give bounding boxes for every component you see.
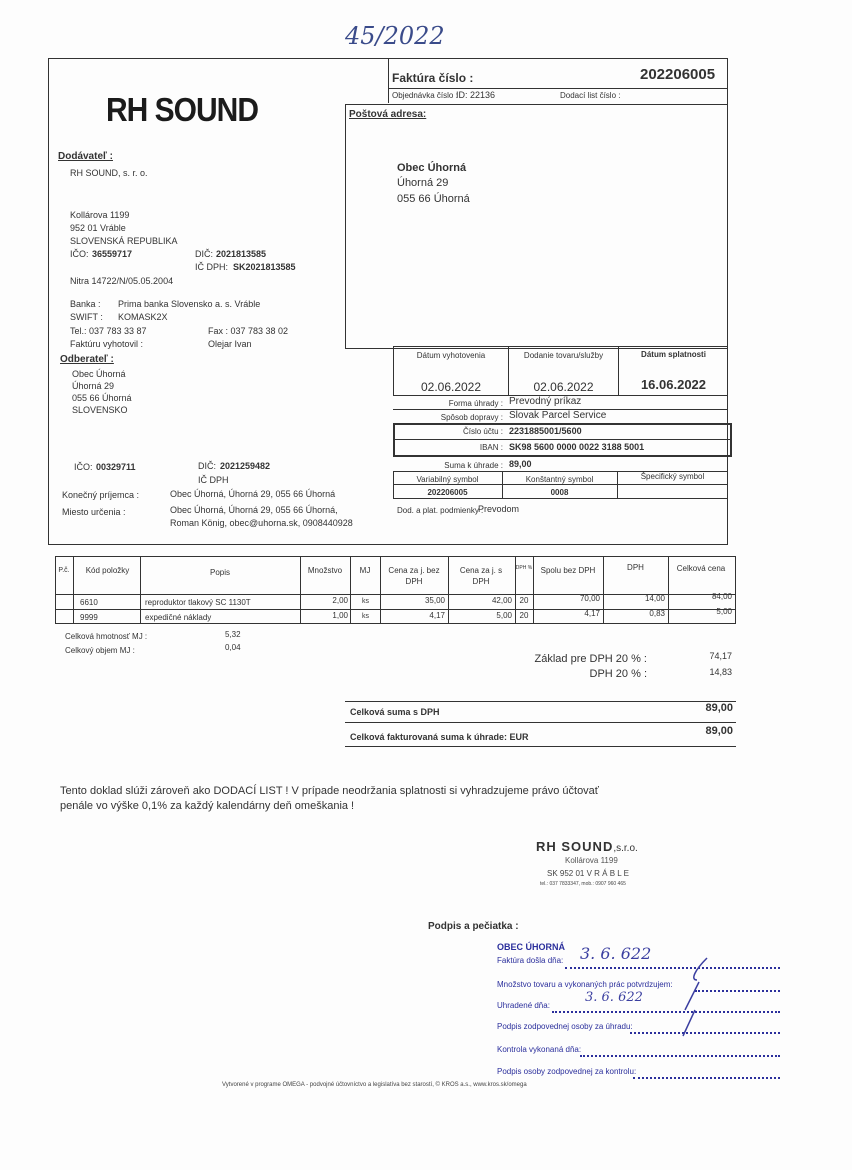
supplier-country: SLOVENSKÁ REPUBLIKA <box>70 236 178 246</box>
swift-label: SWIFT : <box>70 312 103 322</box>
supplier-ico-label: IČO: <box>70 249 89 259</box>
shipping-label: Spôsob dopravy : <box>440 413 503 422</box>
customer-label: Odberateľ : <box>60 354 114 365</box>
iban: SK98 5600 0000 0022 3188 5001 <box>509 442 645 452</box>
destination-label: Miesto určenia : <box>62 507 126 517</box>
footer-text: Vytvorené v programe OMEGA - podvojné účtovníctvo a legislatíva bez starostí, © KROS a.s., www.kros.sk/omega <box>222 1082 527 1088</box>
account-label: Číslo účtu : <box>462 427 503 436</box>
customer-ico-label: IČO: <box>74 462 93 472</box>
destination-line2: Roman König, obec@uhorna.sk, 0908440928 <box>170 518 353 528</box>
header-unit: MJ <box>359 566 371 575</box>
invoice-title-label: Faktúra číslo : <box>392 71 474 85</box>
volume-label: Celkový objem MJ : <box>65 646 135 655</box>
payment-method: Prevodný príkaz <box>509 396 582 407</box>
supplier-dic: 2021813585 <box>216 249 267 259</box>
vat-amount: 14,83 <box>709 667 732 677</box>
issue-date-label: Dátum vyhotovenia <box>416 351 486 360</box>
row1-price: 35,00 <box>424 596 445 605</box>
constant-symbol: 0008 <box>550 488 569 497</box>
row1-unit: ks <box>362 598 369 605</box>
customer-dic-label: DIČ: <box>198 461 216 471</box>
supplier-ico: 36559717 <box>92 249 133 259</box>
received-date-handwritten: 3. 6. 622 <box>580 944 652 963</box>
payment-method-label: Forma úhrady : <box>448 399 503 408</box>
header-total: Spolu bez DPH <box>540 566 596 575</box>
row2-vat-pct: 20 <box>519 611 529 620</box>
customer-city: 055 66 Úhorná <box>72 393 132 403</box>
row2-code: 9999 <box>80 613 98 622</box>
header-code: Kód položky <box>85 566 130 575</box>
postal-address-label: Poštová adresa: <box>349 109 427 120</box>
header-grand: Celková cena <box>676 564 726 573</box>
supplier-register: Nitra 14722/N/05.05.2004 <box>70 276 174 286</box>
due-date-label: Dátum splatnosti <box>641 350 706 359</box>
weight-value: 5,32 <box>225 630 241 639</box>
invoiced-total: 89,00 <box>705 725 733 737</box>
iban-label: IBAN : <box>479 443 503 452</box>
delivery-date: 02.06.2022 <box>533 380 594 394</box>
delivery-note-label: Dodací list číslo : <box>560 91 621 100</box>
supplier-street: Kollárova 1199 <box>70 210 130 220</box>
stamp-city: SK 952 01 V R Á B L E <box>547 869 629 878</box>
bank-label: Banka : <box>70 299 101 309</box>
customer-dic: 2021259482 <box>220 461 271 471</box>
stamp-tel: tel.: 037 7833347, mob.: 0907 960 465 <box>540 881 626 887</box>
stamp-suffix: s.r.o. <box>616 843 638 854</box>
row1-desc: reproduktor tlakový SC 1130T <box>145 598 251 607</box>
supplier-dic-label: DIČ: <box>195 249 213 259</box>
amount-due: 89,00 <box>509 459 532 469</box>
swift-code: KOMASK2X <box>118 312 168 322</box>
amount-due-label: Suma k úhrade : <box>444 461 503 470</box>
row1-vat: 14,00 <box>644 594 665 603</box>
receipt-line2: Množstvo tovaru a vykonaných prác potvrdzujem: <box>497 980 673 989</box>
invoice-number: 202206005 <box>640 66 716 83</box>
issued-by-label: Faktúru vyhotovil : <box>70 339 144 349</box>
supplier-fax: Fax : 037 783 38 02 <box>208 326 289 336</box>
receipt-line5: Kontrola vykonaná dňa: <box>497 1045 582 1054</box>
variable-symbol-label: Variabilný symbol <box>416 475 479 484</box>
issue-date: 02.06.2022 <box>420 380 482 394</box>
vat-base-label: Základ pre DPH 20 % : <box>534 653 647 665</box>
terms-label: Dod. a plat. podmienky : <box>397 506 484 515</box>
issued-by: Olejar Ivan <box>208 339 252 349</box>
row2-unit: ks <box>362 613 369 620</box>
order-number-label: Objednávka číslo : <box>392 91 458 100</box>
row2-total: 4,17 <box>584 609 600 618</box>
supplier-icdph: SK2021813585 <box>233 262 296 272</box>
total-with-vat-label: Celková suma s DPH <box>350 707 440 717</box>
row1-price-vat: 42,00 <box>491 596 512 605</box>
order-number: ID: 22136 <box>456 90 496 100</box>
row1-qty: 2,00 <box>332 596 348 605</box>
row1-code: 6610 <box>80 598 98 607</box>
receipt-line6: Podpis osoby zodpovednej za kontrolu: <box>497 1067 637 1076</box>
stamp-name: RH SOUND <box>536 839 614 854</box>
row1-grand: 84,00 <box>711 592 732 601</box>
header-vat-pct: DPH % <box>515 565 533 571</box>
receipt-line4: Podpis zodpovednej osoby za úhradu: <box>497 1022 633 1031</box>
row2-desc: expedičné náklady <box>145 613 212 622</box>
header-price: Cena za j. bez DPH <box>388 566 440 586</box>
row2-vat: 0,83 <box>649 609 665 618</box>
paid-date-handwritten: 3. 6. 622 <box>585 990 643 1005</box>
shipping-method: Slovak Parcel Service <box>509 410 607 421</box>
row2-grand: 5,00 <box>716 607 732 616</box>
row2-price-vat: 5,00 <box>496 611 512 620</box>
postal-name: Obec Úhorná <box>397 162 467 174</box>
postal-street: Úhorná 29 <box>397 177 449 189</box>
stamp-street: Kollárova 1199 <box>565 856 618 865</box>
customer-country: SLOVENSKO <box>72 405 128 415</box>
handwritten-invoice-number: 45/2022 <box>345 22 445 50</box>
company-stamp: RH SOUND,s.r.o. <box>536 839 638 854</box>
variable-symbol: 202206005 <box>427 488 468 497</box>
header-price-vat: Cena za j. s DPH <box>459 566 503 586</box>
customer-ico: 00329711 <box>96 462 136 472</box>
supplier-tel: Tel.: 037 783 33 87 <box>70 326 147 336</box>
customer-icdph: IČ DPH <box>198 475 229 485</box>
header-qty: Množstvo <box>307 566 343 575</box>
constant-symbol-label: Konštantný symbol <box>525 475 594 484</box>
delivery-note-text-1: Tento doklad slúži zároveň ako DODACÍ LIST ! V prípade neodržania splatnosti si vyhradzujeme právo účtovať <box>60 785 599 797</box>
delivery-date-label: Dodanie tovaru/služby <box>523 351 604 360</box>
postal-address-box <box>345 104 728 349</box>
header-pc: P.č. <box>58 567 70 574</box>
delivery-note-text-2: penále vo výške 0,1% za každý kalendárny deň omeškania ! <box>60 800 355 812</box>
signature-scribble <box>655 950 715 1040</box>
vat-label: DPH 20 % : <box>589 668 647 680</box>
weight-label: Celková hmotnosť MJ : <box>65 632 148 641</box>
vat-base: 74,17 <box>709 651 732 661</box>
account-number: 2231885001/5600 <box>509 426 582 436</box>
postal-city: 055 66 Úhorná <box>397 193 470 205</box>
invoiced-total-label: Celková fakturovaná suma k úhrade: EUR <box>350 732 529 742</box>
row2-qty: 1,00 <box>332 611 348 620</box>
header-desc: Popis <box>209 568 230 577</box>
row1-vat-pct: 20 <box>519 596 529 605</box>
customer-name: Obec Úhorná <box>72 369 126 379</box>
header-vat: DPH <box>627 563 644 572</box>
receipt-line3: Uhradené dňa: <box>497 1001 550 1010</box>
row2-price: 4,17 <box>429 611 445 620</box>
company-logo: RH SOUND <box>106 92 259 129</box>
supplier-name: RH SOUND, s. r. o. <box>70 168 148 178</box>
row1-total: 70,00 <box>579 594 600 603</box>
supplier-icdph-label: IČ DPH: <box>195 262 229 272</box>
terms: Prevodom <box>478 504 520 514</box>
specific-symbol-label: Špecifický symbol <box>640 472 705 481</box>
signature-label: Podpis a pečiatka : <box>428 921 519 932</box>
supplier-city: 952 01 Vráble <box>70 223 126 233</box>
destination-line1: Obec Úhorná, Úhorná 29, 055 66 Úhorná, <box>170 505 338 515</box>
final-recipient-label: Konečný príjemca : <box>62 490 140 500</box>
receipt-title: OBEC ÚHORNÁ <box>497 942 566 952</box>
final-recipient: Obec Úhorná, Úhorná 29, 055 66 Úhorná <box>170 489 336 499</box>
supplier-label: Dodávateľ : <box>58 151 113 162</box>
volume-value: 0,04 <box>225 643 241 652</box>
total-with-vat: 89,00 <box>705 702 733 714</box>
customer-street: Úhorná 29 <box>72 381 115 391</box>
due-date: 16.06.2022 <box>640 377 707 392</box>
receipt-line1: Faktúra došla dňa: <box>497 956 564 965</box>
bank-name: Prima banka Slovensko a. s. Vráble <box>118 299 261 309</box>
